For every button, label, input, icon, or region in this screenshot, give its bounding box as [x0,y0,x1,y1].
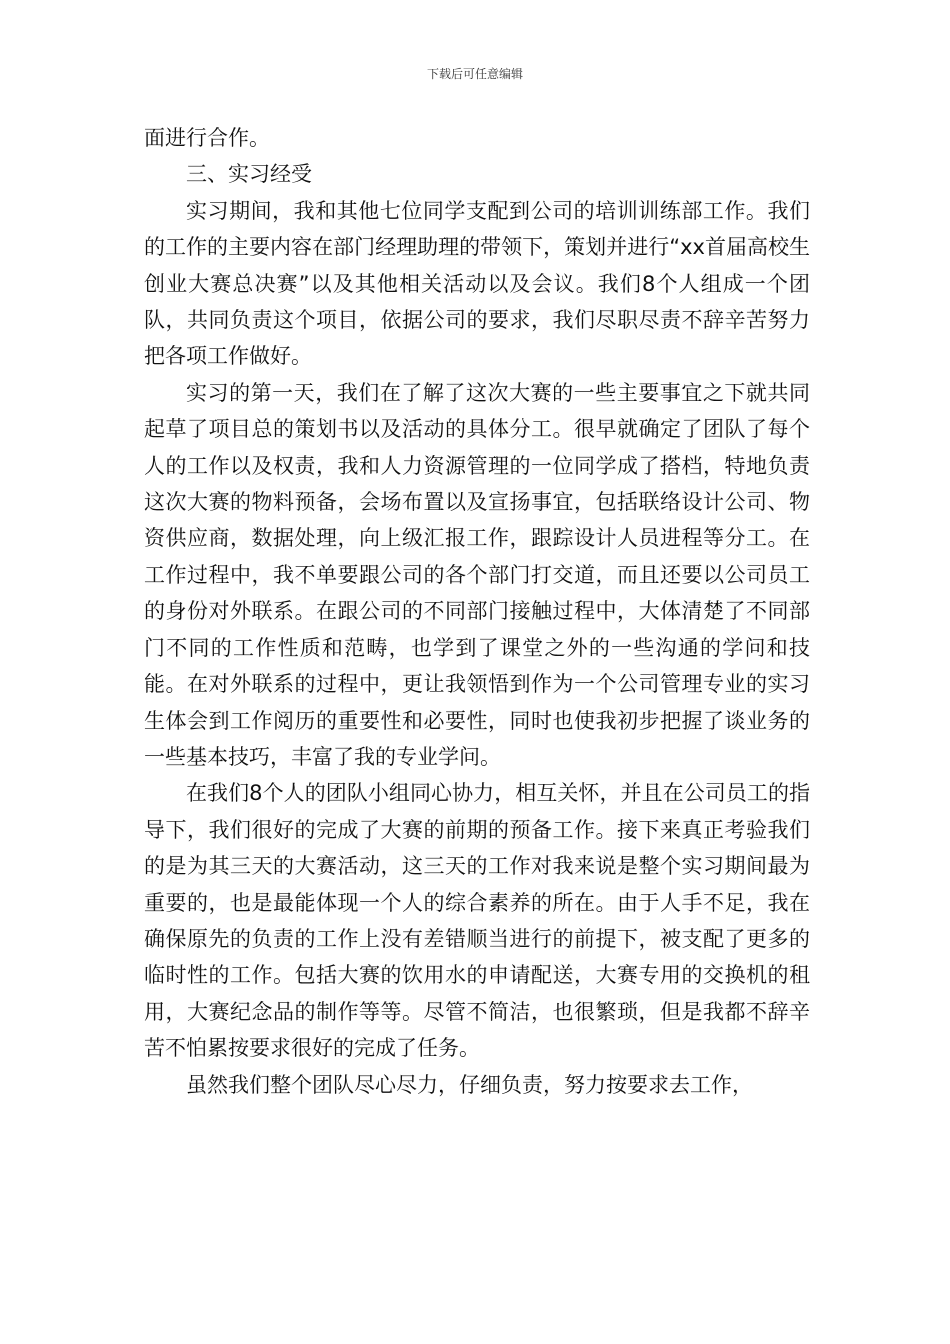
paragraph: 实习期间，我和其他七位同学支配到公司的培训训练部工作。我们的工作的主要内容在部门经理助理的带领下，策划并进行“xx首届高校生创业大赛总决赛”以及其他相关活动以及会议。我们8个人组成一个团队，共同负责这个项目，依据公司的要求，我们尽职尽责不辞辛苦努力把各项工作做好。 [144,198,810,369]
paragraph: 实习的第一天，我们在了解了这次大赛的一些主要事宜之下就共同起草了项目总的策划书以及活动的具体分工。很早就确定了团队了每个人的工作以及权责，我和人力资源管理的一位同学成了搭档，特地负责这次大赛的物料预备，会场布置以及宣扬事宜，包括联络设计公司、物资供应商，数据处理，向上级汇报工作，跟踪设计人员进程等分工。在工作过程中，我不单要跟公司的各个部门打交道，而且还要以公司员工的身份对外联系。在跟公司的不同部门接触过程中，大体清楚了不同部门不同的工作性质和范畴，也学到了课堂之外的一些沟通的学问和技能。在对外联系的过程中，更让我领悟到作为一个公司管理专业的实习生体会到工作阅历的重要性和必要性，同时也使我初步把握了谈业务的一些基本技巧，丰富了我的专业学问。 [144,380,810,769]
paragraph-continuation: 面进行合作。 [144,126,270,150]
section-heading: 三、实习经受 [186,162,312,187]
paragraph: 虽然我们整个团队尽心尽力，仔细负责，努力按要求去工作， [186,1072,753,1097]
page-header: 下载后可任意编辑 [426,67,523,81]
document-body [144,120,810,1103]
paragraph: 在我们8个人的团队小组同心协力，相互关怀，并且在公司员工的指导下，我们很好的完成了大赛的前期的预备工作。接下来真正考验我们的是为其三天的大赛活动，这三天的工作对我来说是整个实习期间最为重要的，也是最能体现一个人的综合素养的所在。由于人手不足，我在确保原先的负责的工作上没有差错顺当进行的前提下，被支配了更多的临时性的工作。包括大赛的饮用水的申请配送，大赛专用的交换机的租用，大赛纪念品的制作等等。尽管不简洁，也很繁琐，但是我都不辞辛苦不怕累按要求很好的完成了任务。 [144,781,810,1061]
